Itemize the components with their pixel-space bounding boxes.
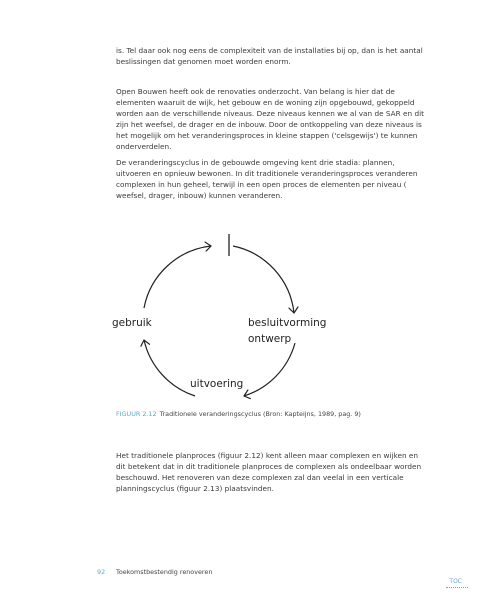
cycle-arc-execute <box>244 343 295 396</box>
page-number: 92 <box>97 568 106 576</box>
figure-caption <box>116 410 436 419</box>
cycle-arc-plan <box>233 246 294 313</box>
cycle-arc-use <box>144 340 195 396</box>
paragraph-planproces: Het traditionele planproces (figuur 2.12) kent alleen maar complexen en wijken en dit betekent dat in dit traditionele planproces de complexen als ondeelbaar worden beschouwd. Het renoveren van deze complexen zal dan veelal in een verticale planningscyclus (figuur 2.13) plaatsvinden. <box>116 451 422 494</box>
figure-label: FIGUUR 2.12 <box>116 410 157 418</box>
paragraph-cycle: De veranderingscyclus in de gebouwde omgeving kent drie stadia: plannen, uitvoeren en opnieuw bewonen. In dit traditionele veranderingsproces veranderen complexen in hun geheel, terwijl in een open proces de elementen per niveau ( weefsel, drager, inbouw) kunnen veranderen. <box>116 158 418 201</box>
toc-link[interactable]: TOC <box>449 578 462 585</box>
paragraph-open-bouwen: Open Bouwen heeft ook de renovaties onderzocht. Van belang is hier dat de elementen waaruit de wijk, het gebouw en de woning zijn opgebouwd, gekoppeld worden aan de verschillende niveaus. Deze niveaus kennen we al van de SAR en dit zijn het weefsel, de drager en de inbouw. Door de ontkoppeling van deze niveaus is het mogelijk om het veranderingsproces in kleine stappen ('celsgewijs') te kunnen onderverdelen. <box>116 87 425 152</box>
figure-caption-text: Traditionele veranderingscyclus (Bron: Kapteijns, 1989, pag. 9) <box>159 410 361 418</box>
change-cycle-diagram <box>100 228 400 403</box>
paragraph-intro: is. Tel daar ook nog eens de complexiteit van de installaties bij op, dan is het aantal beslissingen dat genomen moet worden enorm. <box>116 46 423 67</box>
label-besluitvorming: besluitvorming <box>248 317 327 329</box>
book-title: Toekomstbestendig renoveren <box>116 568 213 576</box>
label-gebruik: gebruik <box>112 317 152 329</box>
toc-underline <box>446 587 468 588</box>
cycle-arc-rebuild <box>144 246 211 308</box>
label-ontwerp: ontwerp <box>248 333 292 345</box>
label-uitvoering: uitvoering <box>190 378 244 390</box>
